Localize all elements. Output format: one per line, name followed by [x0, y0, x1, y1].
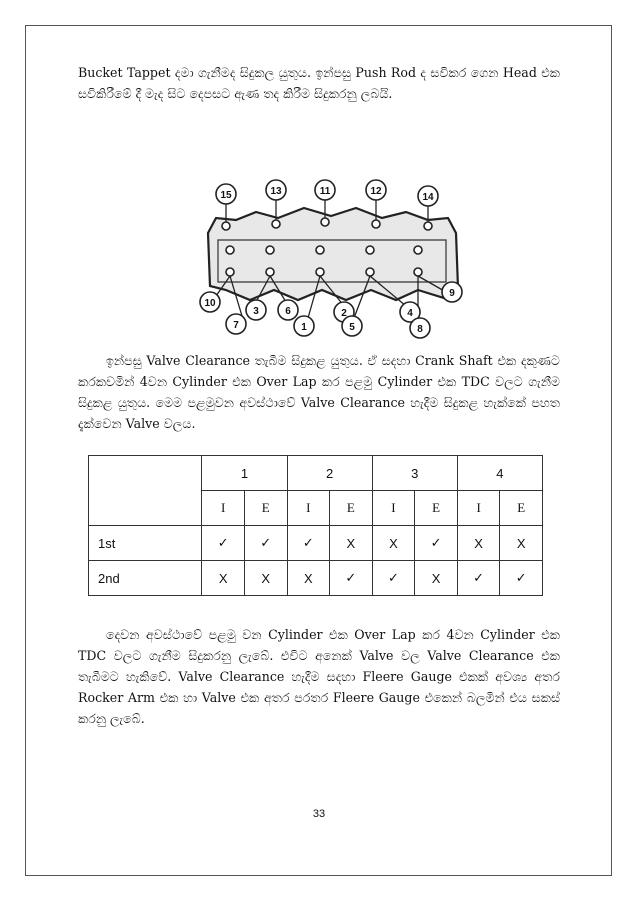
table-cell: ✓	[330, 561, 373, 596]
table-cell: ✓	[372, 561, 415, 596]
table-corner-cell	[89, 456, 202, 526]
table-row	[89, 561, 543, 596]
valve-clearance-table	[88, 455, 543, 596]
callout-label-13: 13	[270, 186, 282, 197]
cylinder-header: 1	[202, 456, 287, 491]
cylinder-header: 4	[457, 456, 542, 491]
callout-label-9: 9	[449, 288, 455, 299]
table-cell: X	[500, 526, 543, 561]
table-cell: X	[202, 561, 245, 596]
paragraph-head-assembly: Bucket Tappet දමා ගැනීමද සිදුකල යුතුය. ඉන්පසු Push Rod ද සවිකර ගෙන Head එක සවිකිරීමේ දී මැද සිට දෙපසට ඇණ තද කිරීම සිදුකරනු ලබයි.	[78, 65, 560, 101]
callout-label-2: 2	[341, 308, 347, 319]
paragraph-valve-clearance: ඉන්පසු Valve Clearance තැබීම සිදුකළ යුතුය. ඒ සදහා Crank Shaft එක දකුණට කරකවමින් 4වන Cylinder එක Over Lap කර පළමු Cylinder එක TDC වලට ගැනීම සිදුකළ යුතුය. මෙම පළමුවන අවස්ථාවේ Valve Clearance හැදීම සිදුකළ හැක්කේ පහත දැක්වෙන Valve වලය.	[78, 353, 560, 431]
cylinder-head-diagram	[196, 178, 466, 340]
intake-exhaust-header: I	[372, 491, 415, 526]
table-cell: X	[287, 561, 330, 596]
table-cell: X	[457, 526, 500, 561]
paragraph-second-stage: දෙවන අවස්ථාවේ පළමු වන Cylinder එක Over Lap කර 4වන Cylinder එක TDC වලට ගැනීම සිදුකරනු ලැබේ. එවිට අනෙක් Valve වල Valve Clearance එක තැබීමට හැකිවේ. Valve Clearance හැදීම සදහා Fleere Gauge එකක් අවශ්‍ය අතර Rocker Arm එක හා Valve එක අතර පරතර Fleere Gauge එකෙන් බලමින් එය සකස් කරනු ලැබේ.	[78, 627, 560, 726]
intake-exhaust-header: E	[415, 491, 458, 526]
callout-label-8: 8	[417, 324, 423, 335]
table-cell: X	[330, 526, 373, 561]
callout-label-6: 6	[285, 306, 291, 317]
callout-label-3: 3	[253, 306, 259, 317]
callout-label-1: 1	[301, 322, 307, 333]
callout-label-15: 15	[220, 190, 232, 201]
intake-exhaust-header: I	[457, 491, 500, 526]
intake-exhaust-header: I	[287, 491, 330, 526]
page-border	[25, 25, 612, 876]
table-cell: X	[415, 561, 458, 596]
table-cell: X	[372, 526, 415, 561]
row-label: 1st	[89, 526, 202, 561]
intake-exhaust-header: E	[244, 491, 287, 526]
table-cell: ✓	[287, 526, 330, 561]
callout-label-14: 14	[422, 192, 434, 203]
table-cell: X	[244, 561, 287, 596]
table-cell: ✓	[457, 561, 500, 596]
table-cell: ✓	[500, 561, 543, 596]
cylinder-header: 3	[372, 456, 457, 491]
table-cell: ✓	[415, 526, 458, 561]
cylinder-header: 2	[287, 456, 372, 491]
intake-exhaust-header: E	[330, 491, 373, 526]
callout-label-7: 7	[233, 320, 239, 331]
callout-label-11: 11	[319, 186, 331, 197]
row-label: 2nd	[89, 561, 202, 596]
table-cell: ✓	[244, 526, 287, 561]
table-cell: ✓	[202, 526, 245, 561]
callout-label-5: 5	[349, 322, 355, 333]
table-row	[89, 526, 543, 561]
table-row-cylinders	[89, 456, 543, 491]
callout-label-10: 10	[204, 298, 216, 309]
page-number: 33	[312, 808, 326, 820]
intake-exhaust-header: E	[500, 491, 543, 526]
callout-label-4: 4	[407, 308, 413, 319]
callout-label-12: 12	[370, 186, 382, 197]
intake-exhaust-header: I	[202, 491, 245, 526]
